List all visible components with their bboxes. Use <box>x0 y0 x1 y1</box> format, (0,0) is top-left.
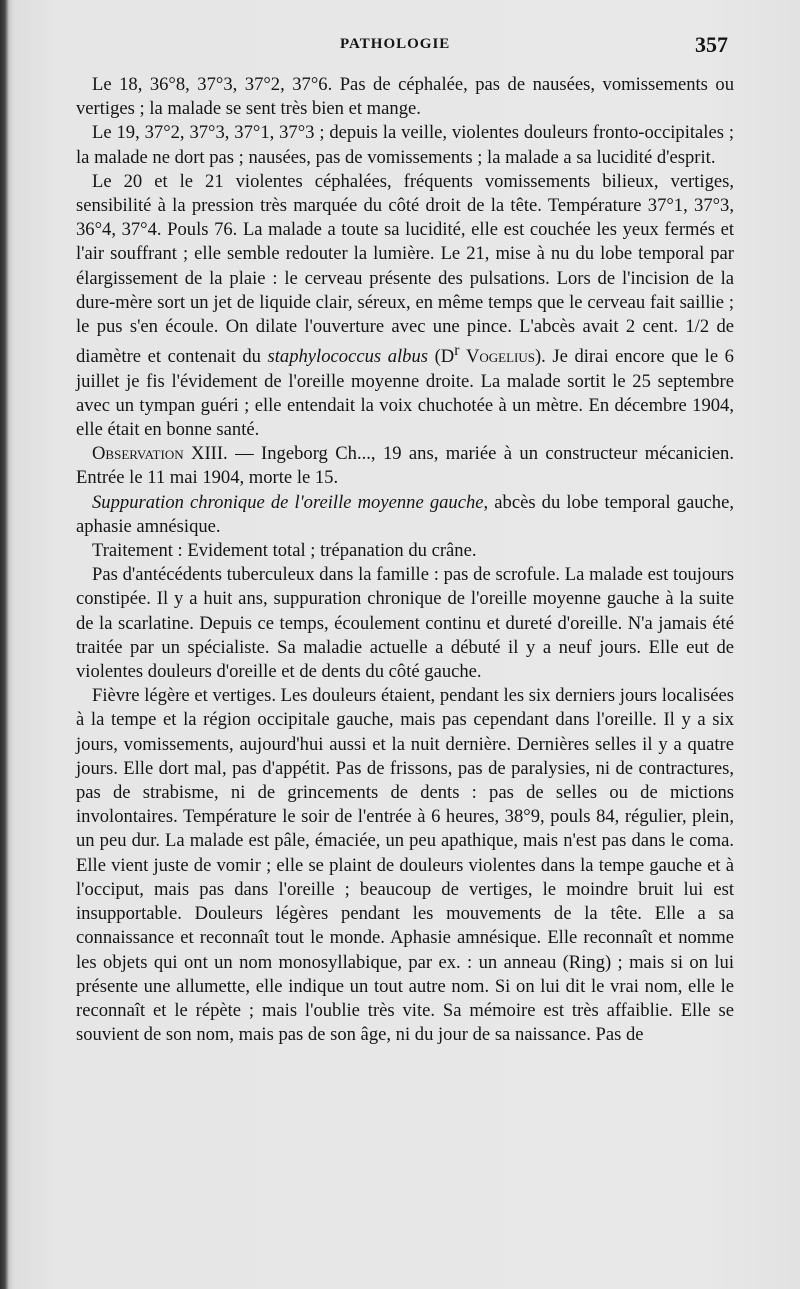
running-head: PATHOLOGIE <box>340 36 451 52</box>
paragraph: Traitement : Evidement total ; trépanation du crâne. <box>92 540 477 562</box>
small-caps-text: Observation <box>92 443 184 465</box>
page-number: 357 <box>695 32 728 57</box>
paragraph: Pas d'antécédents tuberculeux dans la famille : pas de scrofule. La malade est toujours constipée. Il y a huit ans, suppuration chronique de l'oreille moyenne gauche à la suite de la scarlatine. Depuis ce temps, écoulement continu et dureté d'oreille. N'a jamais été traitée par un spécialiste. Sa maladie actuelle a débuté il y a neuf jours. Elle eut de violentes douleurs d'oreille et de dents du côté gauche. <box>76 564 734 683</box>
paragraph: Le 20 et le 21 violentes céphalées, fréquents vomissements bilieux, vertiges, sensibilité à la pression très marquée du côté droit de la tête. Température 37°1, 37°3, 36°4, 37°4. Pouls 76. La malade a toute sa lucidité, elle est couchée les yeux fermés et l'air souffrant ; elle semble redouter la lumière. Le 21, mise à nu du lobe temporal par élargissement de la plaie : le cerveau présente des pulsations. Lors de l'incision de la dure-mère sort un jet de liquide clair, séreux, en même temps que le cerveau fait saillie ; le pus s'en écoule. On dilate l'ouverture avec une pince. L'abcès avait 2 cent. 1/2 de diamètre et contenait du staphylococcus albus ($D^r$ Vogelius). Je dirai encore que le 6 juillet je fis l'évidement de l'oreille moyenne droite. La malade sortit le 25 septembre avec un tympan guéri ; elle entendait la voix chuchotée à un mètre. En décembre 1904, elle était en bonne santé. <box>76 170 734 441</box>
paragraph: Suppuration chronique de l'oreille moyenne gauche, abcès du lobe temporal gauche, aphasie amnésique. <box>76 491 734 537</box>
italic-text: Suppuration chronique de l'oreille moyenne gauche <box>92 491 484 513</box>
body-text <box>76 73 734 1047</box>
paragraph: Observation XIII. — Ingeborg Ch..., 19 ans, mariée à un constructeur mécanicien. Entrée le 11 mai 1904, morte le 15. <box>76 443 734 489</box>
page-header <box>76 34 728 60</box>
italic-text: staphylococcus albus <box>267 346 428 368</box>
paragraph: Le 19, 37°2, 37°3, 37°1, 37°3 ; depuis la veille, violentes douleurs fronto-occipitales ; la malade ne dort pas ; nausées, pas de vomissements ; la malade a sa lucidité d'esprit. <box>76 122 734 168</box>
small-caps-text: Vogelius <box>465 346 535 368</box>
paragraph: Fièvre légère et vertiges. Les douleurs étaient, pendant les six derniers jours localisées à la tempe et la région occipitale gauche, mais pas cependant dans l'oreille. Il y a six jours, vomissements, aujourd'hui aussi et la nuit dernière. Dernières selles il y a quatre jours. Elle dort mal, pas d'appétit. Pas de frissons, pas de paralysies, ni de contractures, pas de strabisme, ni de grincements de dents : pas de selles ou de mictions involontaires. Température le soir de l'entrée à 6 heures, 38°9, pouls 84, régulier, plein, un peu dur. La malade est pâle, émaciée, un peu apathique, mais n'est pas dans le coma. Elle vient juste de vomir ; elle se plaint de douleurs violentes dans la tempe gauche et à l'occiput, mais pas dans l'oreille ; beaucoup de vertiges, le moindre bruit lui est insupportable. Douleurs légères pendant les mouvements de la tête. Elle a sa connaissance et reconnaît tout le monde. Aphasie amnésique. Elle reconnaît et nomme les objets qui ont un nom monosyllabique, par ex. : un anneau (Ring) ; mais si on lui présente une allumette, elle indique un tout autre nom. Si on lui dit le vrai nom, elle le reconnaît et le répète ; mais l'oublie très vite. Sa mémoire est très affaiblie. Elle se souvient de son nom, mais pas de son âge, ni du jour de sa naissance. Pas de <box>76 685 734 1046</box>
paragraph: Le 18, 36°8, 37°3, 37°2, 37°6. Pas de céphalée, pas de nausées, vomissements ou vertiges ; la malade se sent très bien et mange. <box>76 74 734 120</box>
